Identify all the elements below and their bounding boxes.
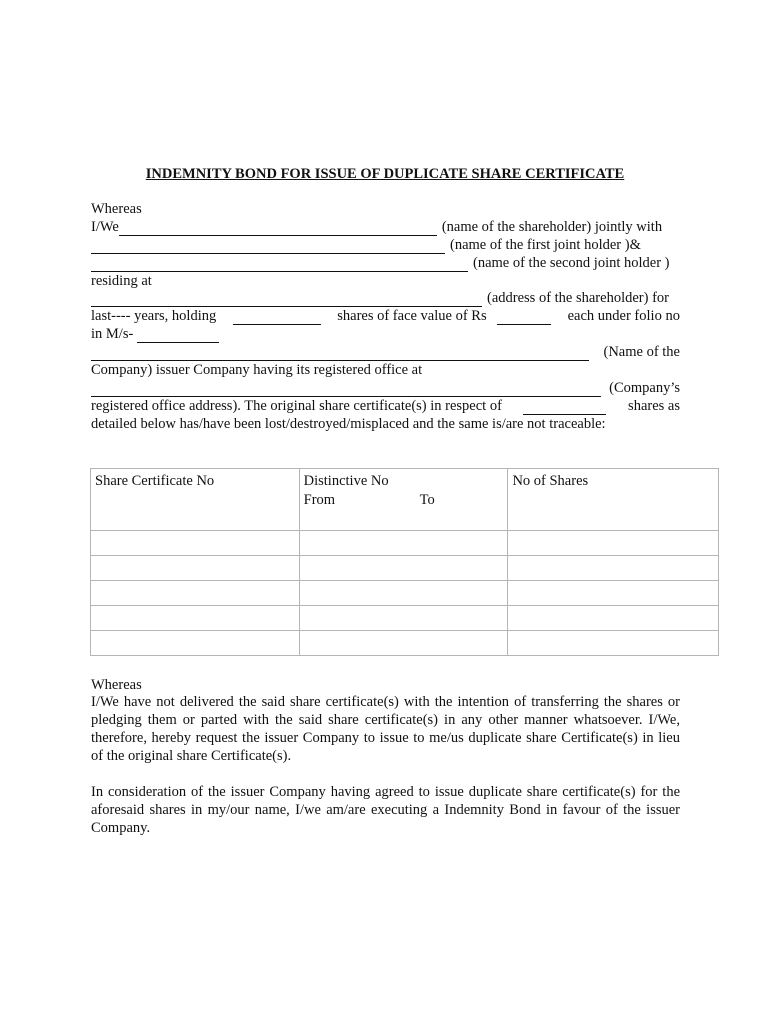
address-line xyxy=(91,289,680,307)
in-ms-label: in M/s- xyxy=(91,326,134,342)
table-header-row xyxy=(91,469,719,531)
col-to-label: To xyxy=(419,492,435,508)
first-joint-line xyxy=(91,236,680,254)
table-row xyxy=(91,581,719,606)
lost-shares-blank xyxy=(523,402,606,415)
col-from-label: From xyxy=(303,492,336,508)
reg-office-blank xyxy=(91,384,601,397)
each-folio-text: each under folio no xyxy=(567,308,680,324)
first-joint-holder-blank xyxy=(91,241,445,254)
table-cell[interactable] xyxy=(299,606,508,631)
table-cell[interactable] xyxy=(299,631,508,656)
table-cell[interactable] xyxy=(91,631,300,656)
table-cell[interactable] xyxy=(91,556,300,581)
table-cell[interactable] xyxy=(508,581,719,606)
companys-hint: (Company’s xyxy=(609,380,680,396)
header-no-of-shares xyxy=(508,469,719,531)
detailed-below-text: detailed below has/have been lost/destroyed/misplaced and the same is/are not traceable: xyxy=(91,416,606,432)
table-cell[interactable] xyxy=(508,631,719,656)
table-cell[interactable] xyxy=(91,581,300,606)
table-row xyxy=(91,531,719,556)
table-cell[interactable] xyxy=(508,556,719,581)
reg-office-start-text: registered office address). The original share certificate(s) in respect of xyxy=(91,398,502,414)
reg-office-line xyxy=(91,379,680,397)
address-hint: (address of the shareholder) for xyxy=(487,290,669,306)
second-joint-holder-blank xyxy=(91,259,468,272)
last-years-text: last---- years, holding xyxy=(91,308,217,324)
table-cell[interactable] xyxy=(299,581,508,606)
col-no-of-shares-label: No of Shares xyxy=(512,473,589,489)
company-name-blank xyxy=(91,348,589,361)
reg-office-address-line xyxy=(91,397,680,415)
consideration-paragraph: In consideration of the issuer Company having agreed to issue duplicate share certificate(s) for the aforesaid shares in my/our name, I/we am/are executing a Indemnity Bond in favour of the issuer Company. xyxy=(91,784,680,836)
table-row xyxy=(91,556,719,581)
whereas-label: Whereas xyxy=(91,201,142,217)
table-row xyxy=(91,606,719,631)
header-distinctive-no xyxy=(299,469,508,531)
table-row xyxy=(91,631,719,656)
holding-line xyxy=(91,307,680,325)
table-cell[interactable] xyxy=(91,606,300,631)
company-issuer-text: Company) issuer Company having its registered office at xyxy=(91,362,423,378)
col-distinctive-label: Distinctive No xyxy=(303,473,389,489)
shares-count-blank xyxy=(233,312,321,325)
table-cell[interactable] xyxy=(91,531,300,556)
shares-as-text: shares as xyxy=(628,398,680,414)
name-shareholder-hint: (name of the shareholder) jointly with xyxy=(441,219,663,235)
shareholder-name-blank xyxy=(119,223,437,236)
share-certificate-table xyxy=(90,468,719,656)
whereas-2-label: Whereas xyxy=(91,677,142,693)
iwe-line xyxy=(91,218,680,236)
in-ms-line xyxy=(91,325,680,343)
table-cell[interactable] xyxy=(508,531,719,556)
company-name-hint: (Name of the xyxy=(603,344,680,360)
second-joint-hint: (name of the second joint holder ) xyxy=(473,255,670,271)
address-blank xyxy=(91,294,482,307)
table-cell[interactable] xyxy=(508,606,719,631)
first-joint-hint: (name of the first joint holder )& xyxy=(450,237,641,253)
col-share-certificate-label: Share Certificate No xyxy=(95,473,215,489)
residing-at-label: residing at xyxy=(91,273,152,289)
table-cell[interactable] xyxy=(299,531,508,556)
table-cell[interactable] xyxy=(299,556,508,581)
company-name-line xyxy=(91,343,680,361)
second-joint-line xyxy=(91,254,680,272)
shares-face-text: shares of face value of Rs xyxy=(337,308,487,324)
no-transfer-paragraph: I/We have not delivered the said share certificate(s) with the intention of transferring the shares or pledging them or parted with the said share certificate(s) in any other manner whatsoever. I/We, therefore, hereby request the issuer Company to issue to me/us duplicate share Certificate(s) in lieu of the original share Certificate(s). xyxy=(91,694,680,764)
header-share-certificate-no xyxy=(91,469,300,531)
face-value-blank xyxy=(497,312,551,325)
document-title: INDEMNITY BOND FOR ISSUE OF DUPLICATE SHARE CERTIFICATE xyxy=(145,166,625,182)
folio-no-blank xyxy=(137,330,219,343)
iwe-label: I/We xyxy=(91,219,119,235)
